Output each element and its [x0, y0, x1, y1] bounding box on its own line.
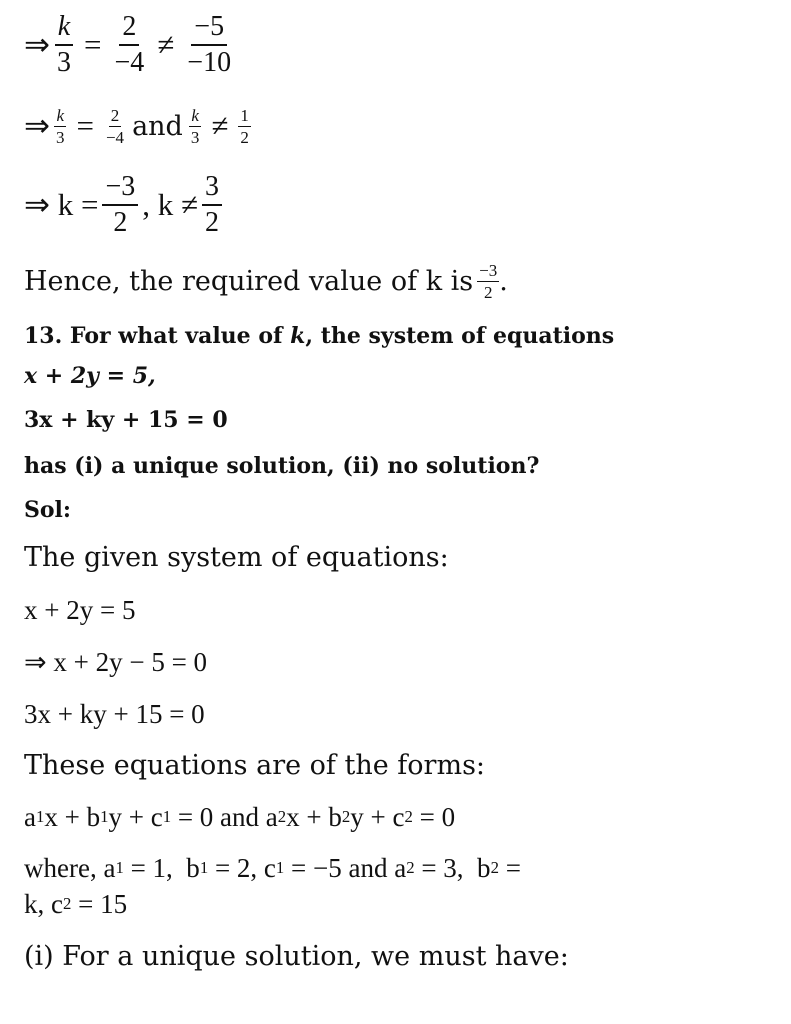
implies-symbol: ⇒ — [24, 27, 50, 62]
fraction-numerator: k — [191, 105, 199, 125]
form-part: x + b — [286, 801, 342, 832]
implies-symbol: ⇒ — [24, 108, 50, 143]
coefficients-line2: k, c 2 = 15 — [24, 888, 128, 919]
equals-symbol: = — [83, 27, 102, 62]
fraction-neg3-over-2 — [102, 173, 138, 237]
coef-part: where, a — [24, 852, 116, 883]
coef-part: = 1, b — [123, 852, 200, 883]
forms-intro: These equations are of the forms: — [24, 749, 486, 781]
fraction-numerator: 2 — [110, 105, 120, 125]
coef-part: = −5 and a — [284, 852, 407, 883]
solution-eq-line1: x + 2y = 5 — [24, 594, 136, 625]
coef-part: = 15 — [71, 888, 128, 919]
fraction-3-over-2 — [202, 173, 222, 237]
fraction-numerator: −3 — [102, 173, 138, 206]
question-title — [24, 320, 614, 352]
fraction-numerator: −3 — [479, 260, 498, 280]
form-part: = 0 and a — [171, 801, 278, 832]
fraction-k-over-3 — [54, 13, 74, 77]
form-part: y + c — [108, 801, 163, 832]
fraction-denominator: −10 — [187, 47, 232, 78]
fraction-k-over-3 — [54, 107, 67, 146]
question-title-prefix: 13. For what value of — [24, 323, 283, 349]
fraction-denominator: 2 — [483, 282, 493, 302]
fraction-k-over-3 — [189, 107, 202, 146]
and-word: and — [132, 110, 183, 142]
coef-part: = — [498, 852, 521, 883]
step3-lead: ⇒ k = — [24, 187, 99, 222]
solution-eq-line3: 3x + ky + 15 = 0 — [24, 698, 205, 729]
conclusion-line — [24, 252, 508, 310]
question-ask: has (i) a unique solution, (ii) no solution? — [24, 453, 540, 479]
not-equal-symbol: ≠ — [157, 27, 175, 62]
fraction-denominator: 2 — [240, 127, 249, 147]
general-form-line: a 1 x + b 1 y + c 1 = 0 and a 2 x + b 2 y + c 2 = 0 — [24, 801, 456, 832]
fraction-denominator: 2 — [113, 207, 128, 238]
question-eq2: 3x + ky + 15 = 0 — [24, 407, 228, 433]
not-equal-symbol: ≠ — [211, 108, 229, 143]
form-part: y + c — [350, 801, 405, 832]
fraction-neg3-over-2 — [477, 262, 499, 301]
unique-solution-condition: (i) For a unique solution, we must have: — [24, 940, 569, 972]
fraction-numerator: k — [56, 105, 64, 125]
fraction-2-over-neg4 — [111, 13, 147, 77]
fraction-denominator: 3 — [56, 47, 71, 78]
step3-mid: , k ≠ — [142, 187, 199, 222]
period: . — [499, 265, 508, 297]
sol-label: Sol: — [24, 497, 72, 523]
fraction-numerator: −5 — [191, 13, 227, 46]
conclusion-text: Hence, the required value of k is — [24, 265, 474, 297]
fraction-numerator: 3 — [202, 173, 222, 206]
fraction-denominator: 2 — [205, 207, 220, 238]
fraction-denominator: −4 — [114, 47, 145, 78]
coef-part: = 2, c — [208, 852, 276, 883]
fraction-denominator: −4 — [105, 127, 125, 147]
question-title-var: k — [290, 323, 306, 349]
fraction-denominator: 3 — [190, 127, 200, 147]
solution-intro: The given system of equations: — [24, 541, 449, 573]
question-title-suffix: , the system of equations — [305, 323, 615, 349]
step2-line — [24, 100, 255, 152]
coef-part: k, c — [24, 888, 63, 919]
coef-part: = 3, b — [414, 852, 491, 883]
equals-symbol: = — [76, 108, 94, 143]
step1-line — [24, 12, 238, 78]
solution-eq-line2: ⇒ x + 2y − 5 = 0 — [24, 646, 208, 677]
question-eq1: x + 2y = 5, — [24, 363, 156, 389]
step3-line — [24, 170, 226, 240]
coefficients-line1: where, a 1 = 1, b 1 = 2, c 1 = −5 and a 2 = 3, b 2 = — [24, 852, 521, 883]
fraction-2-over-neg4 — [104, 107, 126, 146]
fraction-neg5-over-neg10 — [184, 13, 234, 77]
fraction-numerator: k — [55, 13, 73, 46]
fraction-denominator: 3 — [55, 127, 65, 147]
coef-a: a — [24, 801, 36, 832]
fraction-numerator: 2 — [119, 13, 139, 46]
fraction-numerator: 1 — [240, 105, 249, 125]
fraction-1-over-2 — [238, 107, 251, 146]
form-part: = 0 — [412, 801, 456, 832]
form-part: x + b — [44, 801, 101, 832]
